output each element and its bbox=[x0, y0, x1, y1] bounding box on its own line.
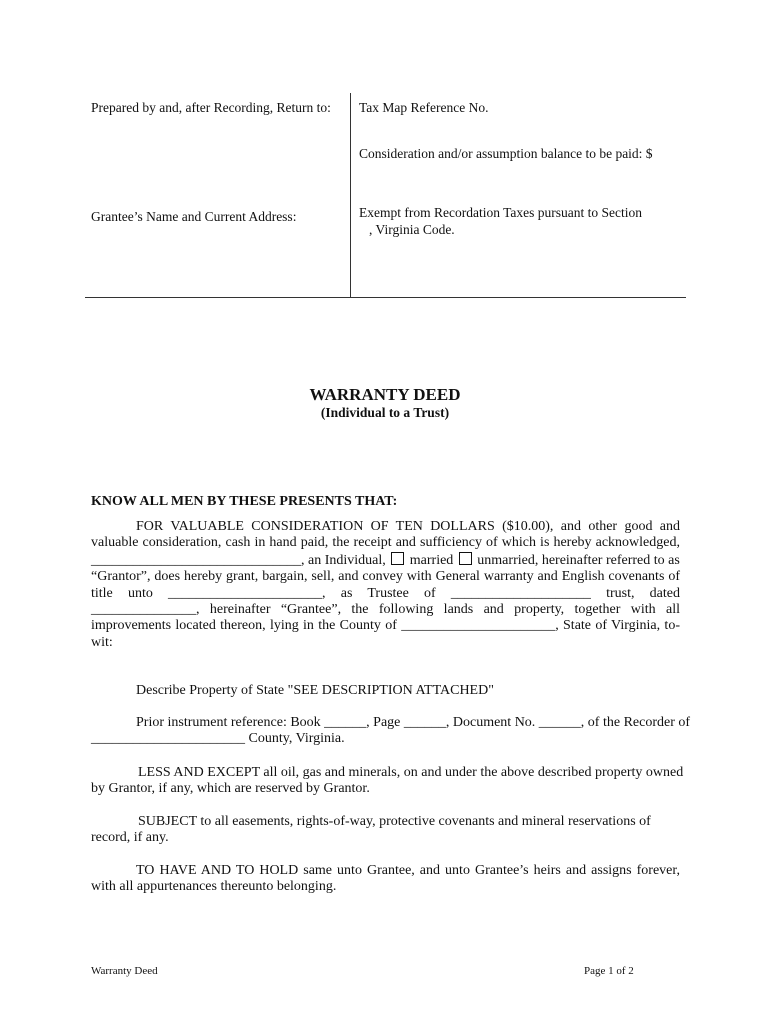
prior-instrument-paragraph bbox=[91, 715, 691, 748]
subject-paragraph bbox=[91, 814, 680, 847]
married-label: married bbox=[409, 552, 454, 568]
consideration-label: Consideration and/or assumption balance to be paid: $ bbox=[359, 146, 653, 161]
grantor-name-blank[interactable]: ______________________________ bbox=[91, 552, 301, 568]
subject-line2: record, if any. bbox=[91, 830, 169, 846]
p1-line1: FOR VALUABLE CONSIDERATION OF TEN DOLLARS ($10.00), and other good and bbox=[136, 519, 680, 534]
unmarried-checkbox[interactable] bbox=[459, 552, 472, 565]
deed-title: WARRANTY DEED bbox=[309, 385, 461, 404]
habendum-line2: with all appurtenances thereunto belonging. bbox=[91, 879, 337, 895]
habendum-line1: TO HAVE AND TO HOLD same unto Grantee, and unto Grantee’s heirs and assigns forever, bbox=[136, 863, 680, 878]
less-line2: by Grantor, if any, which are reserved by Grantor. bbox=[91, 781, 370, 797]
prior-line2: ______________________ County, Virginia. bbox=[91, 731, 345, 747]
habendum-paragraph bbox=[91, 863, 680, 896]
p1-line8: wit: bbox=[91, 634, 113, 650]
subject-line1: SUBJECT to all easements, rights-of-way, protective covenants and mineral reservations of bbox=[138, 814, 651, 829]
grantee-address-label: Grantee’s Name and Current Address: bbox=[91, 209, 297, 224]
prepared-by-label: Prepared by and, after Recording, Return to: bbox=[91, 100, 331, 115]
exempt-label-line2: , Virginia Code. bbox=[369, 222, 455, 237]
unmarried-label: unmarried, hereinafter referred to as bbox=[477, 552, 680, 568]
p1-line4: “Grantor”, does hereby grant, bargain, sell, and convey with General warranty and English covenants of bbox=[91, 569, 680, 585]
consideration-paragraph bbox=[91, 519, 680, 651]
p1-line3 bbox=[91, 552, 680, 569]
tax-map-label: Tax Map Reference No. bbox=[359, 100, 489, 115]
p1-line3-text: , an Individual, bbox=[301, 552, 386, 568]
footer-doc-name: Warranty Deed bbox=[91, 965, 158, 977]
less-except-paragraph bbox=[91, 765, 684, 798]
know-all-heading: KNOW ALL MEN BY THESE PRESENTS THAT: bbox=[91, 494, 398, 509]
deed-subtitle: (Individual to a Trust) bbox=[320, 405, 450, 420]
less-line1: LESS AND EXCEPT all oil, gas and minerals, on and under the above described property owned bbox=[138, 765, 684, 780]
footer-page-number: Page 1 of 2 bbox=[584, 965, 634, 977]
p1-line6: _______________, hereinafter “Grantee”, the following lands and property, together with all bbox=[91, 602, 680, 618]
p1-line2: valuable consideration, cash in hand paid, the receipt and sufficiency of which is hereby acknowledged, bbox=[91, 535, 680, 551]
prior-line1: Prior instrument reference: Book ______, Page ______, Document No. ______, of the Recorder of bbox=[136, 715, 691, 730]
describe-property-line: Describe Property of State "SEE DESCRIPTION ATTACHED" bbox=[136, 683, 494, 698]
exempt-label-line1: Exempt from Recordation Taxes pursuant to Section bbox=[359, 205, 642, 220]
header-vertical-divider bbox=[350, 93, 351, 298]
header-horizontal-divider bbox=[85, 297, 686, 298]
p1-line5: title unto ______________________, as Trustee of ____________________ trust, dated bbox=[91, 585, 680, 601]
p1-line7: improvements located thereon, lying in the County of ______________________, State of Virginia, to- bbox=[91, 618, 680, 634]
married-checkbox[interactable] bbox=[391, 552, 404, 565]
